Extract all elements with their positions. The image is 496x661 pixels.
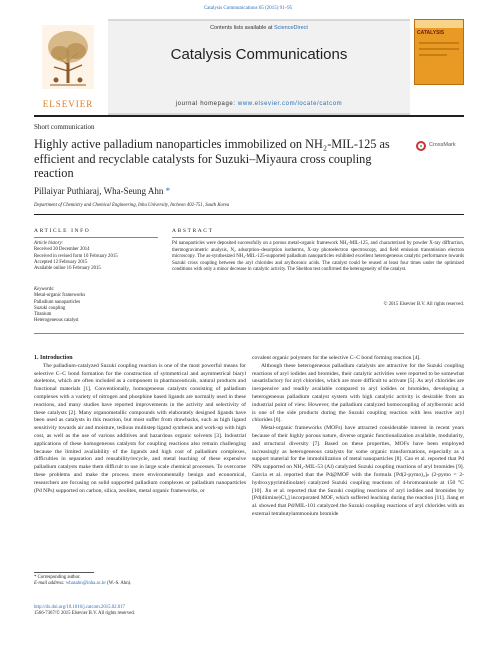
footnote xyxy=(34,575,131,588)
author-names: Pillaiyar Puthiaraj, Wha-Seung Ahn xyxy=(34,186,166,196)
crossmark-icon xyxy=(416,141,426,151)
journal-masthead xyxy=(34,19,464,111)
masthead-center xyxy=(108,19,410,115)
history-item: Available online 16 February 2015 xyxy=(34,266,101,272)
body-paragraph: covalent organic polymers for the selective C–C bond forming reaction [4]. xyxy=(252,355,421,361)
elsevier-tree-icon xyxy=(42,25,94,89)
body-paragraph: The palladium-catalyzed Suzuki coupling reaction is one of the most powerful means for selective C–C bond formation for the construction of symmetrical and asymmetrical biaryl skeletons, which are often included as a component in pharmaceuticals, natural products and functional materials [1]. Conventionally, homogeneous catalysts consisting of palladium complexes with a variety of nitrogen and phosphine based ligands are normally used in these reactions, and many studies have reported improvements in the activity and selectivity of these catalysts [2]. Many organometallic compounds with elaborately designed ligands have been used as catalysts in this reaction, but most suffer from drawbacks, such as high ligand sensitivity towards air and moisture, tedious multistep ligand synthesis and work-up with high cost, as well as the use of various additives and hazardous organic solvents [3]. Industrial applications of these homogeneous catalysts for coupling reactions also remain challenging because the limited availability of the ligands and high cost of palladium complexes, difficulties in separation and reusability/recycle, and metal leaching of these expensive palladium catalysts make them difficult to use in large scale chemical processes. To overcome these problems and make the process more environmentally benign and economical, researchers are focusing on solid supported palladium complexes or palladium nanoparticles (Pd NPs) supported on carbon, silica, zeolites, metal organic frameworks, or xyxy=(34,362,246,494)
keyword-item: Heterogeneous catalyst xyxy=(34,318,79,324)
abstract-rule xyxy=(172,237,464,238)
cover-band xyxy=(415,20,463,28)
header-divider xyxy=(34,214,464,215)
article-type: Short communication xyxy=(34,123,95,131)
journal-citation: Catalysis Communications 65 (2015) 91–95 xyxy=(203,6,293,11)
footnote-marker: * xyxy=(34,575,37,580)
abstract-bottom-rule xyxy=(34,333,464,334)
publisher-name: ELSEVIER xyxy=(42,99,94,109)
doi-link[interactable]: http://dx.doi.org/10.1016/j.catcom.2015.02.017 xyxy=(34,605,125,610)
cover-decoration xyxy=(419,42,459,44)
affiliation: Department of Chemistry and Chemical Engineering, Inha University, Incheon 402-751, South Korea xyxy=(34,203,230,208)
cover-decoration xyxy=(419,54,447,56)
history-label: Article history: xyxy=(34,241,64,246)
history-item: Accepted 12 February 2015 xyxy=(34,259,88,265)
abstract-heading: ABSTRACT xyxy=(172,228,214,234)
body-column-left xyxy=(34,355,246,495)
abstract-text: Pd nanoparticles were deposited successfully on a porous metal-organic framework NH₂-MIL-125, and characterized by powder X-ray diffraction, thermogravimetric analysis, N₂ adsorption–desorption isotherms, X-ray photoelectron spectroscopy, and field emission transmission electron microscopy. The as-synthesized NH₂-MIL-125-supported palladium nanoparticles exhibited excellent heterogeneous catalytic performance towards Suzuki cross coupling between the aryl chlorides and arylboronic acids. The catalyst could be reused at least four times under the optimized conditions with only a minor decrease in catalytic activity. The Sheldon test confirmed the heterogeneity of the catalyst. xyxy=(172,241,464,272)
journal-homepage xyxy=(108,101,410,107)
article-title: Highly active palladium nanoparticles immobilized on NH₂-MIL-125 as efficient and recyclable catalysts for Suzuki–Miyaura cross coupling reaction xyxy=(34,137,390,180)
body-paragraph: Metal-organic frameworks (MOFs) have attracted considerable interest in recent years because of their highly porous nature, diverse organic functionalization available, modularity, and structural diversity [7]. Based on these properties, MOFs have been employed increasingly as heterogeneous catalysts for some organic transformations, especially as a support material for the immobilization of metal nanoparticles [8]. Cao et al. reported that Pd NPs supported on NH₂-MIL-53 (Al) catalyzed Suzuki coupling reactions of aryl bromides [9]. Garcia et al. reported that the Pd@MOF with the formula [Pd(2-pymo)₂]ₙ (2-pymo = 2-hydroxypyrimidinolate) catalyzed Suzuki coupling reactions of 4-bromoanisole at 150 °C [10]. Jin et al. reported that the Suzuki coupling reactions of aryl iodides and bromides by [Pd(diimine)Cl₂] incorporated MOF, which suffered leaching during the reaction [11]. Jiang et al. showed that Pd/MIL-101 catalyzed the Suzuki coupling reactions of aryl chlorides with an external tetrabutylammonium bromide xyxy=(252,425,464,517)
footnote-rule xyxy=(34,572,94,573)
footnote-label: Corresponding author. xyxy=(36,575,81,580)
keywords-label: Keywords: xyxy=(34,287,55,292)
homepage-link[interactable]: www.elsevier.com/locate/catcom xyxy=(237,101,343,107)
keyword-item: Titanium xyxy=(34,312,52,318)
history-item: Received 30 December 2014 xyxy=(34,247,90,253)
homepage-prefix: journal homepage: xyxy=(175,101,238,107)
email-suffix: (W.-S. Ahn). xyxy=(105,581,132,587)
masthead-divider xyxy=(34,115,464,117)
article-info-heading: ARTICLE INFO xyxy=(34,228,91,234)
issn-line: 1566-7367/© 2015 Elsevier B.V. All rights reserved. xyxy=(34,611,135,617)
doi-block xyxy=(34,605,135,618)
elsevier-logo xyxy=(34,19,102,111)
crossmark-label: CrossMark xyxy=(429,142,456,148)
journal-title: Catalysis Communications xyxy=(170,46,348,63)
abstract-copyright: © 2015 Elsevier B.V. All rights reserved. xyxy=(383,302,464,307)
cover-title: CATALYSIS xyxy=(417,30,445,36)
keywords xyxy=(34,287,85,325)
body-column-right xyxy=(252,355,464,519)
article-history xyxy=(34,241,118,272)
crossmark-button[interactable] xyxy=(416,140,464,154)
article-info-rule xyxy=(34,237,158,238)
cover-decoration xyxy=(419,48,459,50)
email-label: E-mail address: xyxy=(34,581,66,587)
section-heading: 1. Introduction xyxy=(34,355,73,361)
corresponding-author-star[interactable]: * xyxy=(165,186,171,196)
keyword-item: Suzuki coupling xyxy=(34,305,66,311)
keyword-item: Palladium nanoparticles xyxy=(34,299,81,305)
contents-line xyxy=(108,25,410,31)
contents-prefix: Contents lists available at xyxy=(210,25,274,31)
history-item: Received in revised form 10 February 2015 xyxy=(34,253,118,259)
sciencedirect-link[interactable]: ScienceDirect xyxy=(273,25,308,31)
email-link[interactable]: whasahn@inha.ac.kr xyxy=(65,581,106,587)
email-line xyxy=(34,581,131,587)
author-list xyxy=(34,186,170,196)
journal-cover-thumbnail[interactable] xyxy=(414,19,464,85)
keyword-item: Metal-organic frameworks xyxy=(34,293,86,299)
body-paragraph: Although these heterogeneous palladium catalysts are attractive for the Suzuki coupling reactions of aryl iodides and bromides, their catalytic activities were reported to be somewhat unsatisfactory for aryl chlorides, which are more difficult to activate [5]. As aryl chlorides are inexpensive and readily available compared to aryl iodides or bromides, developing a heterogeneous palladium catalyst system with high catalytic activity is desirable from an industrial point of view. However, the palladium catalyzed homocoupling of arylboronic acid is one of the side products during the Suzuki coupling reaction with less reactive aryl chlorides [6]. xyxy=(252,362,464,424)
